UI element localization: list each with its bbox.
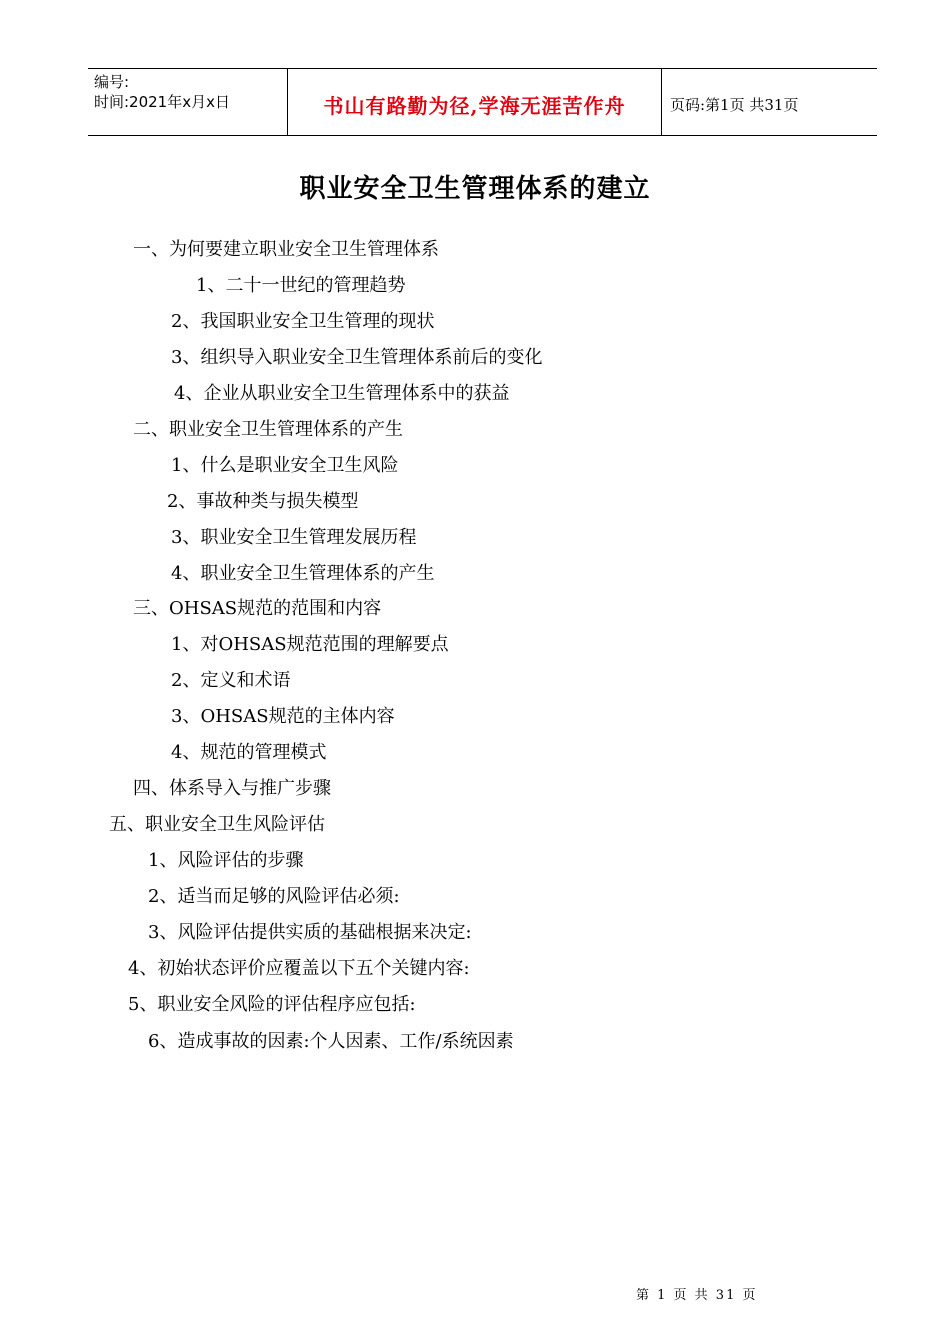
page-footer: 第 1 页 共 31 页 (636, 1288, 758, 1303)
toc-item: 6、造成事故的因素:个人因素、工作/系统因素 (148, 1031, 514, 1052)
header-meta (88, 69, 288, 135)
toc-item: 二、职业安全卫生管理体系的产生 (133, 419, 403, 440)
toc-item: 2、适当而足够的风险评估必须: (148, 886, 400, 907)
toc-item: 3、OHSAS规范的主体内容 (171, 706, 395, 727)
toc-item: 2、定义和术语 (171, 670, 291, 691)
header-page-info: 页码:第1页 共31页 (670, 95, 799, 114)
page-title: 职业安全卫生管理体系的建立 (299, 174, 651, 204)
toc-item: 1、什么是职业安全卫生风险 (171, 455, 399, 476)
serial-label: 编号: (94, 73, 130, 91)
toc-item: 五、职业安全卫生风险评估 (109, 814, 325, 835)
toc-item: 4、企业从职业安全卫生管理体系中的获益 (174, 383, 510, 404)
toc-item: 3、组织导入职业安全卫生管理体系前后的变化 (171, 347, 543, 368)
toc-item: 5、职业安全风险的评估程序应包括: (128, 994, 416, 1015)
toc-item: 一、为何要建立职业安全卫生管理体系 (133, 239, 439, 260)
document-header (88, 68, 877, 136)
header-motto: 书山有路勤为径,学海无涯苦作舟 (288, 69, 662, 135)
toc-item: 4、规范的管理模式 (171, 742, 327, 763)
toc-item: 三、OHSAS规范的范围和内容 (133, 598, 382, 619)
toc-item: 3、职业安全卫生管理发展历程 (171, 527, 417, 548)
toc-item: 4、职业安全卫生管理体系的产生 (171, 563, 435, 584)
toc-item: 1、对OHSAS规范范围的理解要点 (171, 634, 449, 655)
toc-item: 2、事故种类与损失模型 (167, 491, 359, 512)
toc-item: 1、二十一世纪的管理趋势 (196, 275, 406, 296)
toc-item: 4、初始状态评价应覆盖以下五个关键内容: (128, 958, 470, 979)
toc-item: 3、风险评估提供实质的基础根据来决定: (148, 922, 472, 943)
toc-item: 2、我国职业安全卫生管理的现状 (171, 311, 435, 332)
toc-item: 1、风险评估的步骤 (148, 850, 304, 871)
time-label: 时间:2021年x月x日 (94, 93, 230, 111)
toc-item: 四、体系导入与推广步骤 (133, 778, 331, 799)
